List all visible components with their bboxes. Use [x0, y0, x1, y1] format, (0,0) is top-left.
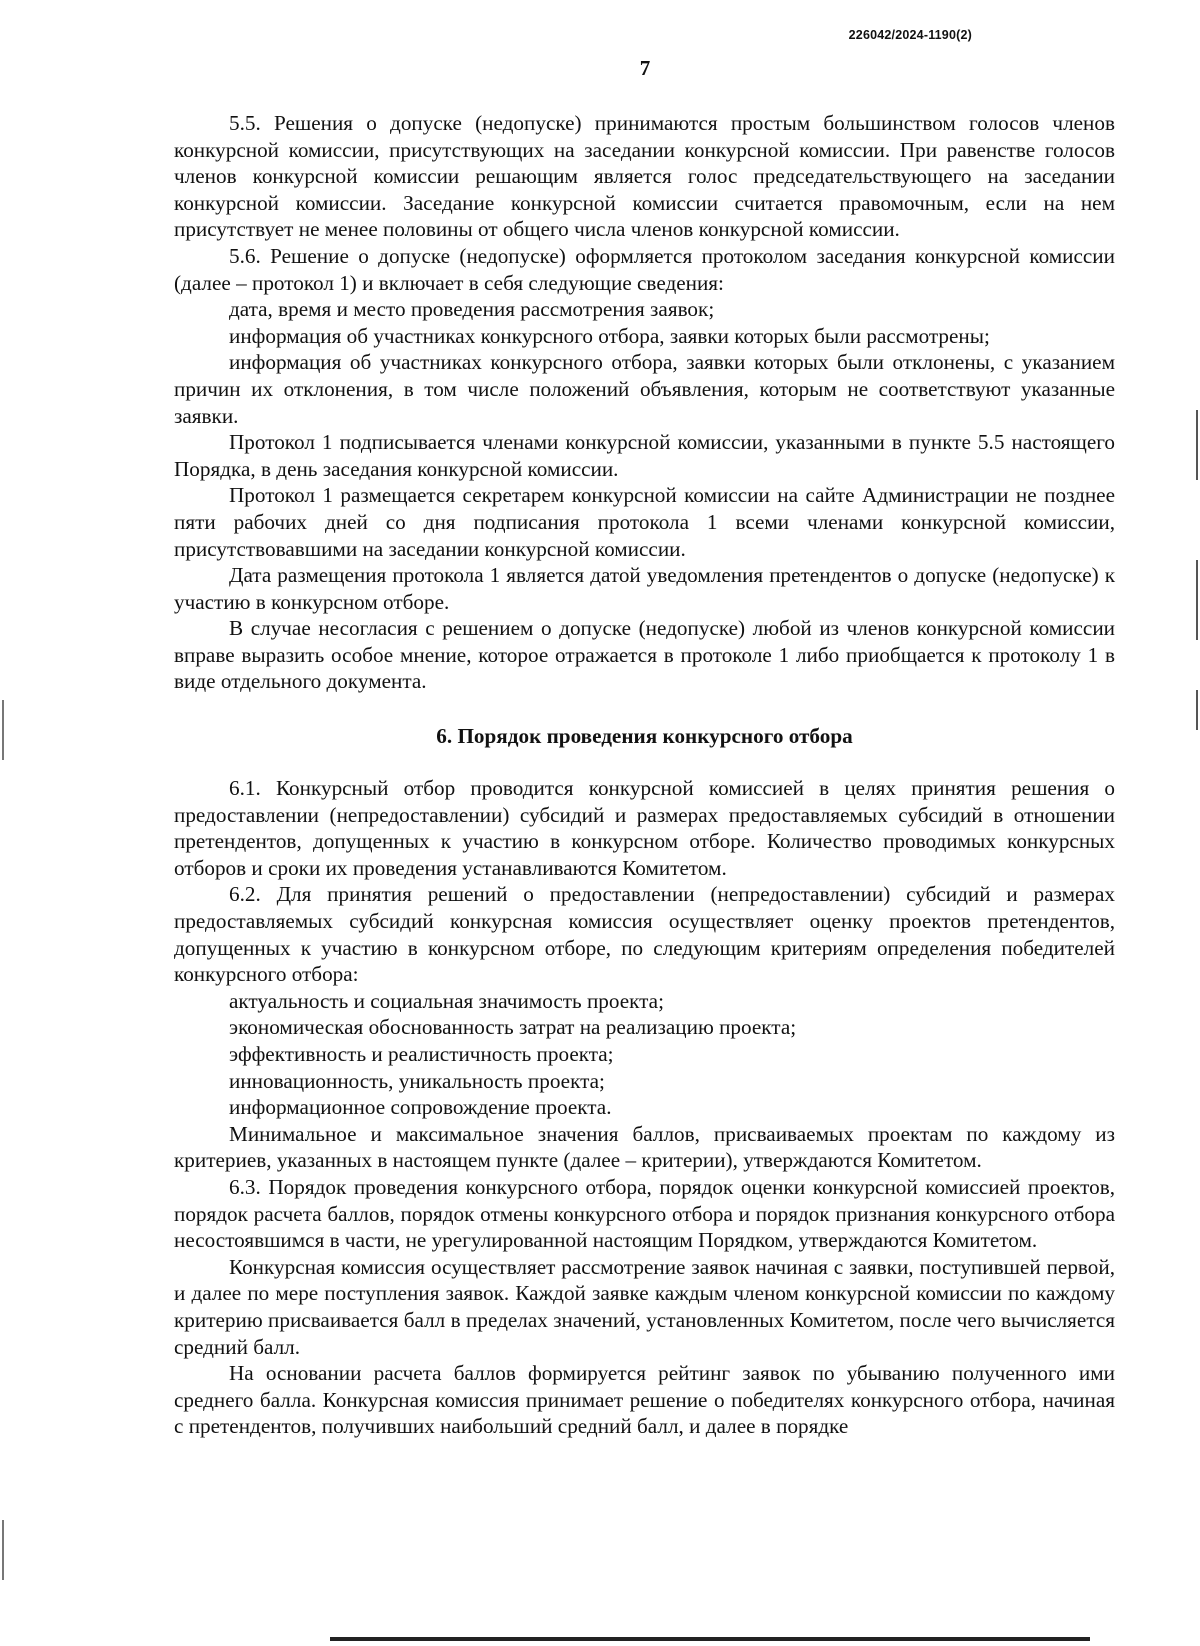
scan-margin-mark — [1196, 560, 1198, 640]
list-item-rejected-participants: информация об участниках конкурсного отбора, заявки которых были отклонены, с указанием причин их отклонения, в том числе положений объявления, которым не соответствуют указанные заявки. — [174, 350, 1115, 428]
paragraph-dissenting-opinion: В случае несогласия с решением о допуске (недопуске) любой из членов конкурсной комиссии вправе выразить особое мнение, которое отражается в протоколе 1 либо приобщается к протоколу 1 в виде отдельного документа. — [174, 616, 1115, 694]
paragraph-review-order: Конкурсная комиссия осуществляет рассмотрение заявок начиная с заявки, поступившей первой, и далее по мере поступления заявок. Каждой заявке каждым членом конкурсной комиссии по каждому критерию присваивается балл в пределах значений, установленных Комитетом, после чего вычисляется средний балл. — [174, 1254, 1115, 1359]
section-6-heading: 6. Порядок проведения конкурсного отбора — [436, 724, 853, 749]
scan-margin-mark — [2, 700, 4, 760]
scan-margin-mark — [2, 1520, 4, 1580]
paragraph-6-3: 6.3. Порядок проведения конкурсного отбора, порядок оценки конкурсной комиссией проектов, порядок расчета баллов, порядок отмены конкурсного отбора и порядок признания конкурсного отбора несостоявшимся в части, не урегулированной настоящим Порядком, утверждаются Комитетом. — [174, 1174, 1115, 1253]
criterion-economic-justification: экономическая обоснованность затрат на реализацию проекта; — [229, 1015, 797, 1040]
criterion-innovation: инновационность, уникальность проекта; — [229, 1068, 605, 1093]
list-item-review-date: дата, время и место проведения рассмотрения заявок; — [229, 297, 715, 322]
bottom-scan-edge — [330, 1637, 1090, 1641]
paragraph-notification-date: Дата размещения протокола 1 является датой уведомления претендентов о допуске (недопуске) к участию в конкурсном отборе. — [174, 563, 1115, 614]
paragraph-6-2: 6.2. Для принятия решений о предоставлении (непредоставлении) субсидий и размерах предоставляемых субсидий конкурсная комиссия осуществляет оценку проектов претендентов, допущенных к участию в конкурсном отборе, по следующим критериям определения победителей конкурсного отбора: — [174, 882, 1115, 987]
criterion-relevance: актуальность и социальная значимость проекта; — [229, 988, 664, 1013]
page-number: 7 — [639, 56, 651, 80]
criterion-efficiency: эффективность и реалистичность проекта; — [229, 1042, 614, 1066]
document-body — [174, 110, 1115, 1440]
paragraph-protocol-publishing: Протокол 1 размещается секретарем конкурсной комиссии на сайте Администрации не позднее пяти рабочих дней со дня подписания протокола 1 всеми членами конкурсной комиссии, присутствовавшими на заседании конкурсной комиссии. — [174, 483, 1115, 561]
paragraph-6-1: 6.1. Конкурсный отбор проводится конкурсной комиссией в целях принятия решения о предоставлении (непредоставлении) субсидий и размерах предоставляемых субсидий в отношении претендентов, допущенных к участию в конкурсном отборе. Количество проводимых конкурсных отборов и сроки их проведения устанавливаются Комитетом. — [174, 776, 1115, 880]
paragraph-5-5: 5.5. Решения о допуске (недопуске) принимаются простым большинством голосов членов конкурсной комиссии, присутствующих на заседании конкурсной комиссии. При равенстве голосов членов конкурсной комиссии решающим является голос председательствующего на заседании конкурсной комиссии. Заседание конкурсной комиссии считается правомочным, если на нем присутствует не менее половины от общего числа членов конкурсной комиссии. — [174, 111, 1115, 242]
paragraph-protocol-signing: Протокол 1 подписывается членами конкурсной комиссии, указанными в пункте 5.5 настоящего Порядка, в день заседания конкурсной комиссии. — [174, 430, 1115, 481]
scan-margin-mark — [1196, 690, 1198, 730]
paragraph-5-6: 5.6. Решение о допуске (недопуске) оформляется протоколом заседания конкурсной комиссии (далее – протокол 1) и включает в себя следующие сведения: — [174, 243, 1115, 295]
scan-margin-mark — [1196, 410, 1198, 480]
document-registration-number: 226042/2024-1190(2) — [848, 28, 972, 42]
paragraph-score-values: Минимальное и максимальное значения баллов, присваиваемых проектам по каждому из критериев, указанных в настоящем пункте (далее – критерии), утверждаются Комитетом. — [174, 1121, 1115, 1173]
list-item-reviewed-participants: информация об участниках конкурсного отбора, заявки которых были рассмотрены; — [229, 323, 990, 348]
paragraph-rating: На основании расчета баллов формируется рейтинг заявок по убыванию полученного ими среднего балла. Конкурсная комиссия принимает решение о победителях конкурсного отбора, начиная с претендентов, получивших наибольший средний балл, и далее в порядке — [174, 1361, 1115, 1439]
criterion-information-support: информационное сопровождение проекта. — [229, 1095, 612, 1120]
